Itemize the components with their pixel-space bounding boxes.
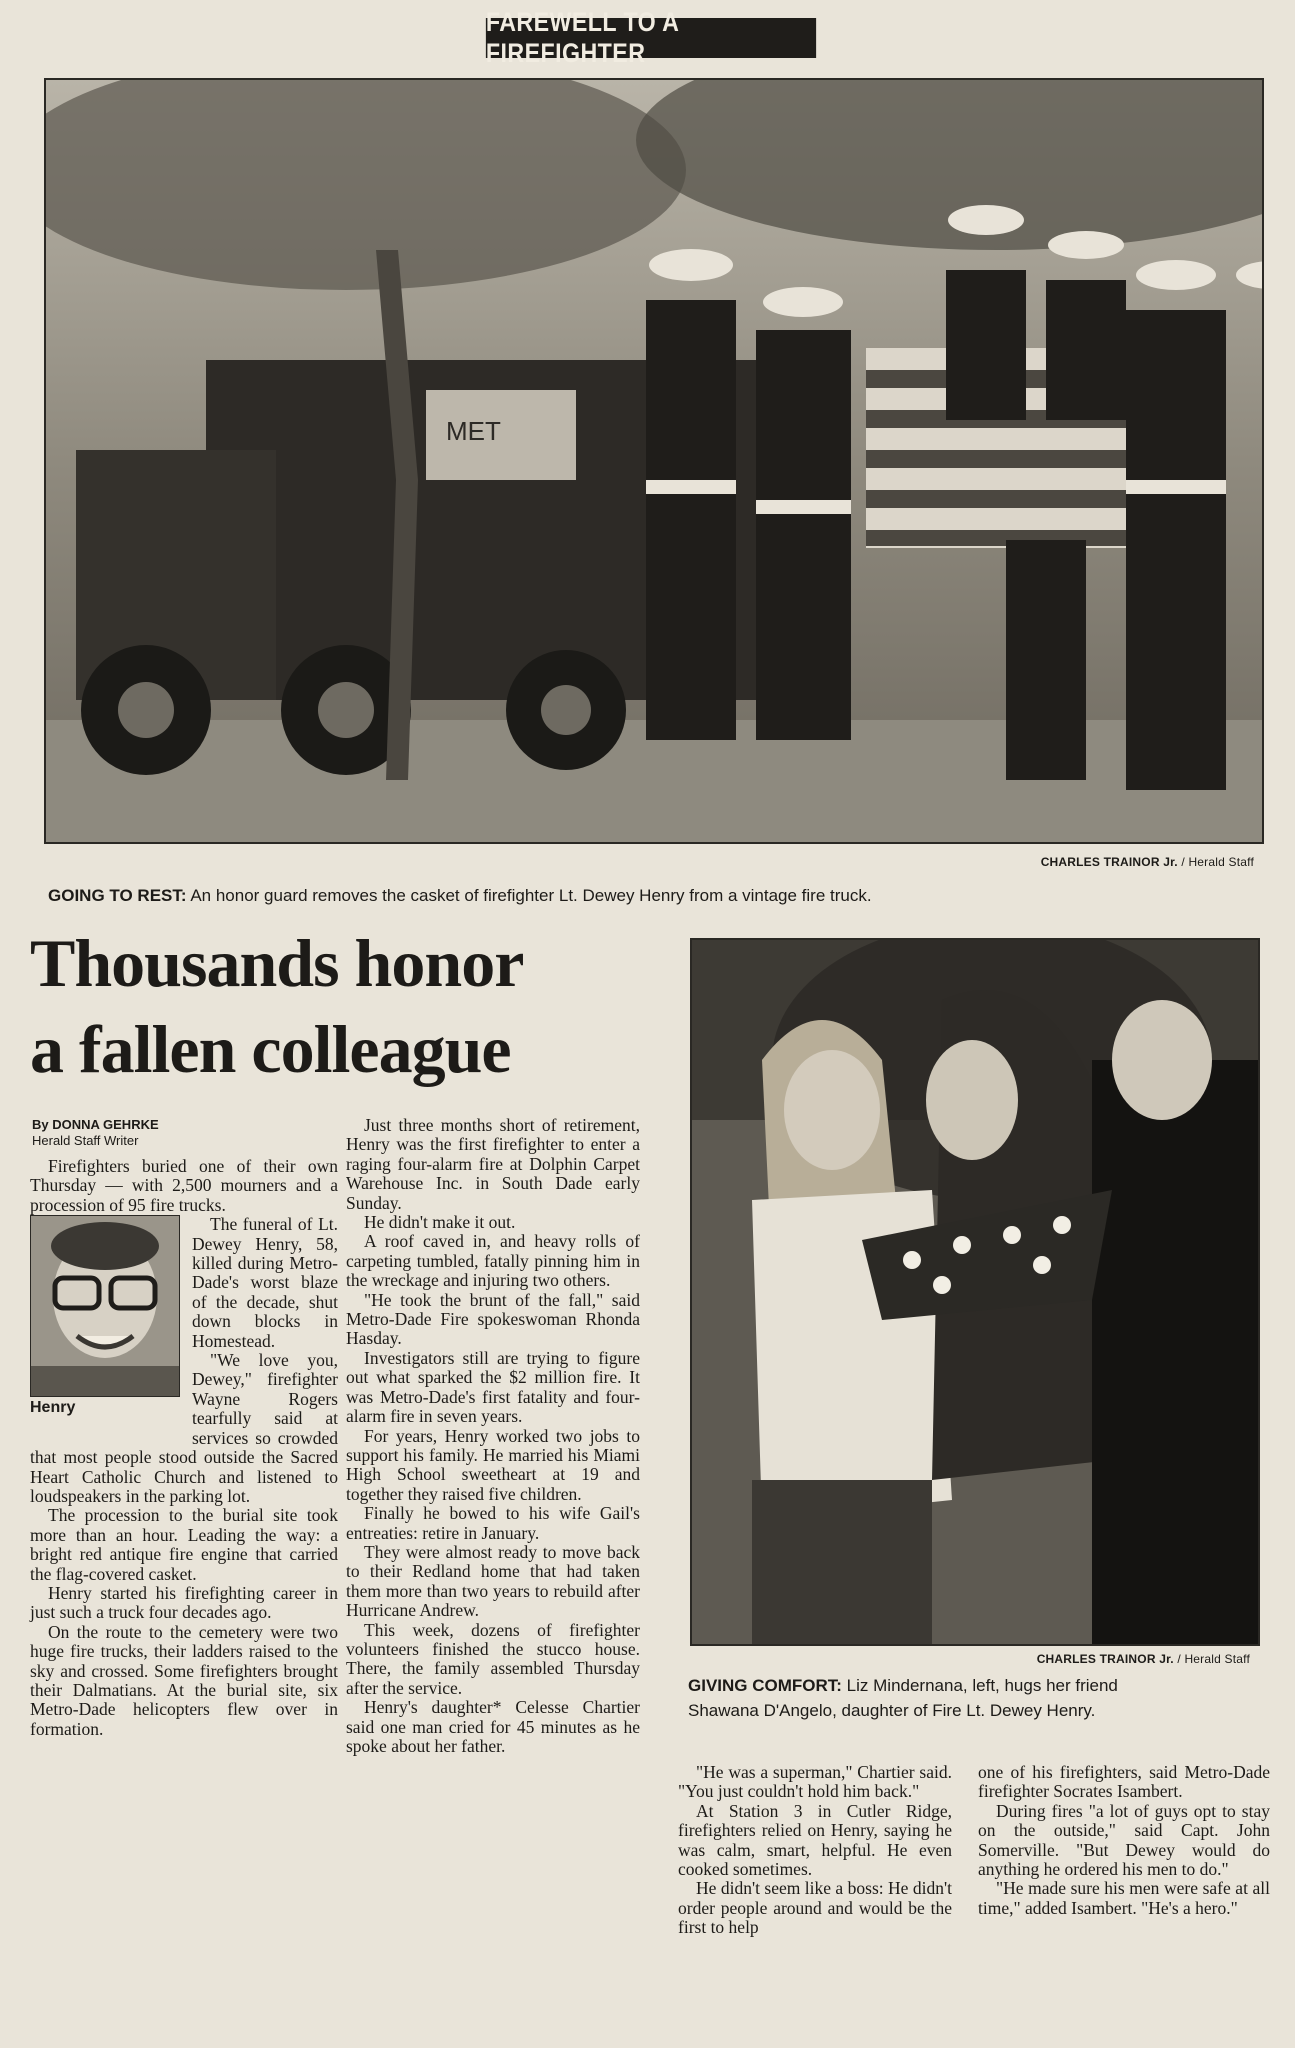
mugshot-caption: Henry bbox=[30, 1399, 76, 1417]
article-column-1 bbox=[30, 1157, 338, 1739]
mugshot bbox=[30, 1215, 180, 1425]
caption-text: An honor guard removes the casket of firefighter Lt. Dewey Henry from a vintage fire truck. bbox=[186, 886, 872, 905]
paragraph: "He was a superman," Chartier said. "You just couldn't hold him back." bbox=[678, 1762, 952, 1802]
right-photo bbox=[690, 938, 1260, 1646]
paragraph: During fires "a lot of guys opt to stay on the outside," said Capt. John Somerville. "But Dewey would do anything he ordered his men to do." bbox=[978, 1800, 1270, 1880]
credit-staff: / Herald Staff bbox=[1177, 855, 1254, 869]
top-photo-credit bbox=[1004, 855, 1254, 869]
paragraph: They were almost ready to move back to their Redland home that had taken them more than two years to rebuild after Hurricane Andrew. bbox=[346, 1541, 640, 1621]
caption-lead: GOING TO REST: bbox=[48, 886, 187, 905]
paragraph: Just three months short of retirement, Henry was the first firefighter to enter a raging four-alarm fire at Dolphin Carpet Warehouse Inc. in South Dade early Sunday. bbox=[346, 1115, 640, 1213]
caption-text: Liz Mindernana, left, hugs her friend bbox=[841, 1676, 1118, 1695]
paragraph: "We love you, Dewey," firefighter Wayne Rogers tearfully said at services so crowded that most people stood outside the Sacred Heart Catholic Church and listened to loudspeakers in the parking lot. bbox=[30, 1350, 338, 1506]
section-kicker: FAREWELL TO A FIREFIGHTER bbox=[486, 18, 816, 58]
right-photo-caption bbox=[688, 1673, 1258, 1723]
paragraph: Henry started his firefighting career in just such a truck four decades ago. bbox=[30, 1582, 338, 1623]
paragraph: Finally he bowed to his wife Gail's entreaties: retire in January. bbox=[346, 1503, 640, 1543]
paragraph: The procession to the burial site took more than an hour. Leading the way: a bright red antique fire engine that carried the flag-covered casket. bbox=[30, 1505, 338, 1584]
paragraph: Firefighters buried one of their own Thursday — with 2,500 mourners and a procession of 95 fire trucks. bbox=[30, 1156, 338, 1215]
top-photo bbox=[44, 78, 1264, 844]
paragraph: "He made sure his men were safe at all time," added Isambert. "He's a hero." bbox=[978, 1878, 1270, 1918]
article-column-4 bbox=[978, 1763, 1270, 1918]
paragraph: Henry's daughter* Celesse Chartier said one man cried for 45 minutes as he spoke about her father. bbox=[346, 1697, 640, 1756]
paragraph: On the route to the cemetery were two huge fire trucks, their ladders raised to the sky and crossed. Some firefighters brought their Dalmatians. At the burial site, six Metro-Dade helicopters flew over in formation. bbox=[30, 1621, 338, 1739]
paragraph: This week, dozens of firefighter volunteers finished the stucco house. There, the family assembled Thursday after the service. bbox=[346, 1619, 640, 1698]
paragraph: For years, Henry worked two jobs to support his family. He married his Miami High School sweetheart at 19 and together they raised five children. bbox=[346, 1425, 640, 1504]
paragraph: At Station 3 in Cutler Ridge, firefighters relied on Henry, saying he was calm, smart, helpful. He even cooked sometimes. bbox=[678, 1800, 952, 1880]
byline-role: Herald Staff Writer bbox=[32, 1133, 139, 1148]
headline bbox=[30, 920, 690, 1092]
byline bbox=[32, 1117, 352, 1149]
hugging-mourners-image bbox=[692, 940, 1258, 1644]
henry-portrait bbox=[30, 1215, 180, 1397]
credit-name: CHARLES TRAINOR Jr. bbox=[1040, 855, 1178, 869]
article-column-2 bbox=[346, 1116, 640, 1756]
credit-staff: / Herald Staff bbox=[1173, 1652, 1250, 1666]
byline-name: By DONNA GEHRKE bbox=[32, 1117, 159, 1132]
paragraph: He didn't make it out. bbox=[364, 1212, 516, 1233]
paragraph: "He took the brunt of the fall," said Metro-Dade Fire spokeswoman Rhonda Hasday. bbox=[346, 1289, 640, 1349]
top-photo-caption bbox=[48, 883, 1258, 908]
fire-truck-casket-image bbox=[46, 80, 1262, 842]
right-photo-credit bbox=[940, 1652, 1250, 1666]
caption-lead: GIVING COMFORT: bbox=[688, 1676, 842, 1695]
article-column-3 bbox=[678, 1763, 952, 1938]
caption-line-2: Shawana D'Angelo, daughter of Fire Lt. Dewey Henry. bbox=[688, 1701, 1096, 1720]
paragraph: Investigators still are trying to figure out what sparked the $2 million fire. It was Metro-Dade's first fatality and four-alarm fire in seven years. bbox=[346, 1347, 640, 1427]
credit-name: CHARLES TRAINOR Jr. bbox=[1036, 1652, 1174, 1666]
truck-lettering: MET bbox=[446, 416, 501, 446]
paragraph: A roof caved in, and heavy rolls of carpeting tumbled, fatally pinning him in the wreckage and injuring two others. bbox=[346, 1231, 640, 1291]
paragraph: He didn't seem like a boss: He didn't order people around and would be the first to help bbox=[678, 1878, 952, 1938]
paragraph: The funeral of Lt. Dewey Henry, 58, killed during Metro-Dade's worst blaze of the decade, shut down blocks in Homestead. bbox=[192, 1214, 338, 1351]
paragraph: one of his firefighters, said Metro-Dade firefighter Socrates Isambert. bbox=[978, 1762, 1270, 1802]
headline-line-1: Thousands honor bbox=[30, 925, 524, 1001]
headline-line-2: a fallen colleague bbox=[30, 1011, 511, 1087]
